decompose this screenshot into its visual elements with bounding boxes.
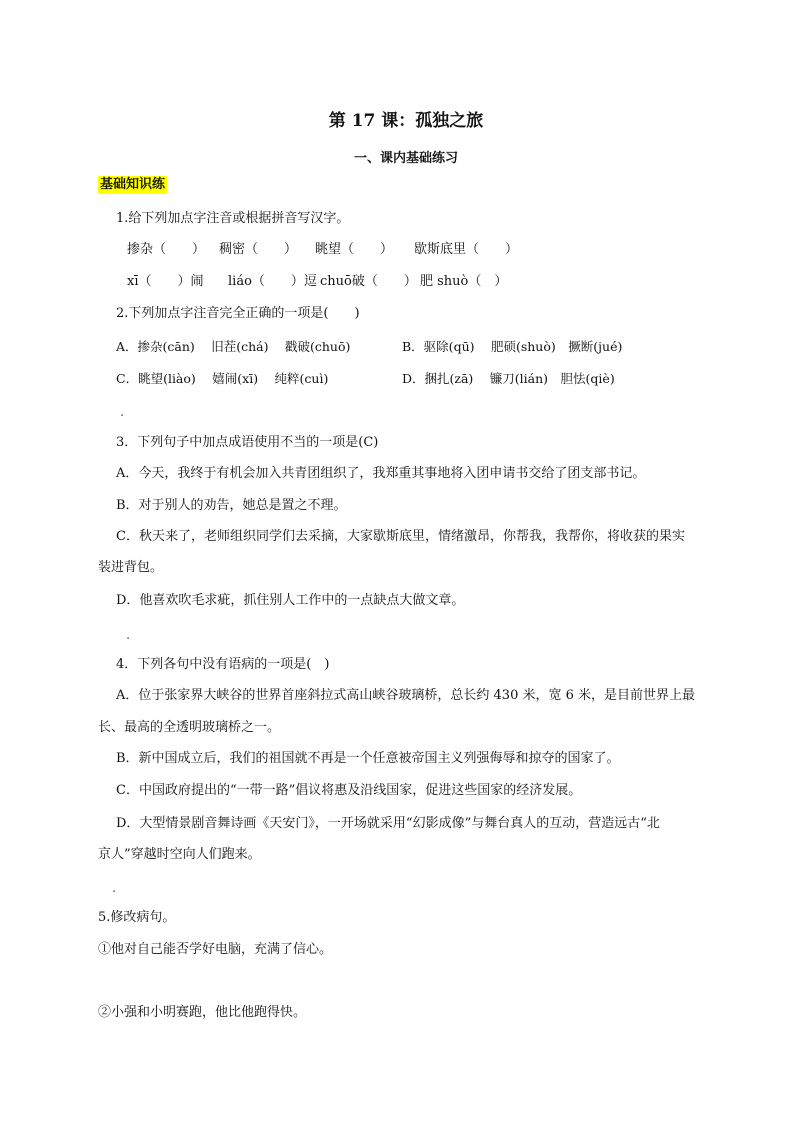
- q4-option-a: A．位于张家界大峡谷的世界首座斜拉式高山峡谷玻璃桥，总长约 430 米，宽 6 米，是目前世界上最: [116, 688, 696, 703]
- q1-row1-item: 掺杂（ ）: [127, 242, 206, 257]
- q1-row1-item: 稠密（ ）: [219, 242, 298, 257]
- paragraph-mark: .: [120, 405, 125, 420]
- q2-stem: 2.下列加点字注音完全正确的一项是( ): [116, 306, 360, 321]
- q1-stem: 1.给下列加点字注音或根据拼音写汉字。: [116, 211, 350, 226]
- q4-stem: 4．下列各句中没有语病的一项是( ): [116, 657, 330, 672]
- q3-stem: 3．下列句子中加点成语使用不当的一项是(C): [116, 435, 379, 450]
- q1-row2-item: xī（ ）闹: [127, 274, 204, 289]
- q4-option-b: B．新中国成立后，我们的祖国就不再是一个任意被帝国主义列强侮辱和掠夺的国家了。: [116, 751, 620, 766]
- q4-option-d: D．大型情景剧音舞诗画《天安门》，一开场就采用“幻影成像”与舞台真人的互动，营造远古“北: [116, 816, 660, 831]
- paragraph-mark: .: [112, 881, 117, 896]
- q1-row2-item: chuō破（ ）: [320, 274, 417, 289]
- page-subtitle: 一、课内基础练习: [353, 151, 458, 166]
- q2-option-a: A．掺杂(cān) 旧茬(chá) 戳破(chuō): [116, 339, 351, 354]
- q5-stem: 5.修改病句。: [98, 910, 176, 925]
- q3-option-c-cont: 装进背包。: [98, 560, 164, 575]
- q4-option-d-cont: 京人”穿越时空向人们跑来。: [98, 847, 261, 862]
- page-title: 第 17 课：孤独之旅: [328, 111, 484, 131]
- q1-row2-item: liáo（ ）逗: [228, 274, 317, 289]
- q1-row2-item: 肥 shuò（ ）: [420, 274, 508, 289]
- q3-option-b: B．对于别人的劝告，她总是置之不理。: [116, 498, 347, 513]
- q5-item-2: ②小强和小明赛跑，他比他跑得快。: [98, 1005, 307, 1020]
- q2-option-c: C．眺望(liào) 嬉闹(xī) 纯粹(cuì): [116, 371, 329, 386]
- q2-option-b: B．驱除(qū) 肥硕(shuò) 撅断(jué): [402, 339, 623, 354]
- q1-row1-item: 眺望（ ）: [315, 242, 394, 257]
- q2-option-d: D．捆扎(zā) 镰刀(lián) 胆怯(qiè): [402, 371, 615, 386]
- q1-row1-item: 歇斯底里（ ）: [414, 242, 519, 257]
- q4-option-c: C．中国政府提出的“一带一路”倡议将惠及沿线国家，促进这些国家的经济发展。: [116, 783, 582, 798]
- q4-option-a-cont: 长、最高的全透明玻璃桥之一。: [98, 720, 281, 735]
- section-label-highlight: 基础知识练: [100, 177, 166, 192]
- q3-option-c: C．秋天来了，老师组织同学们去采摘，大家歇斯底里，情绪激昂，你帮我，我帮你，将收获的果实: [116, 529, 685, 544]
- paragraph-mark: .: [126, 628, 131, 643]
- q5-item-1: ①他对自己能否学好电脑，充满了信心。: [98, 942, 333, 957]
- q3-option-d: D．他喜欢吹毛求疵，抓住别人工作中的一点缺点大做文章。: [116, 593, 465, 608]
- q3-option-a: A．今天，我终于有机会加入共青团组织了，我郑重其事地将入团申请书交给了团支部书记。: [116, 466, 646, 481]
